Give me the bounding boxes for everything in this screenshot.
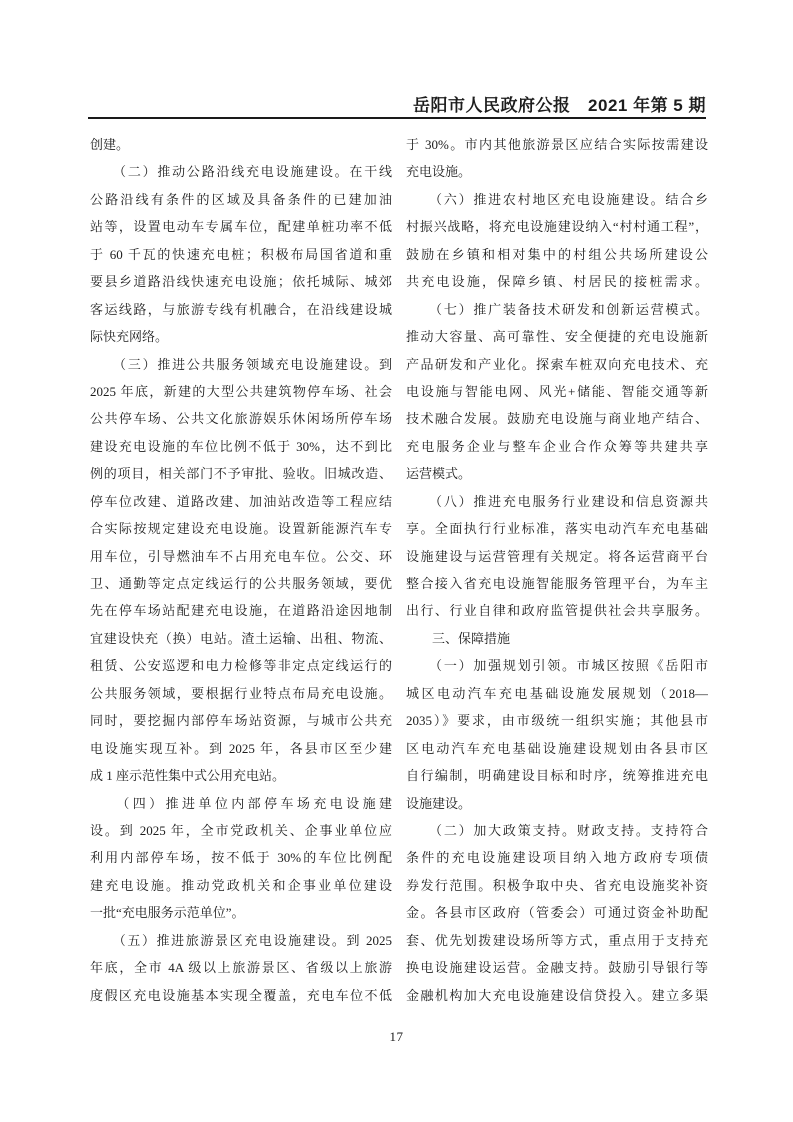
- text-line: 站等，设置电动车专属车位，配建单桩功率不低: [90, 219, 392, 235]
- text-line: 公共停车场、公共文化旅游娱乐休闲场所停车场: [90, 411, 392, 427]
- text-line: 建充电设施。推动党政机关和企事业单位建设: [90, 877, 392, 893]
- text-line: 一批“充电服务示范单位”。: [90, 905, 245, 921]
- text-line: 技术融合发展。鼓励充电设施与商业地产结合、: [406, 411, 708, 427]
- text-line: 充电服务企业与整车企业合作众筹等共建共享: [406, 438, 708, 454]
- text-line: 产品研发和产业化。探索车桩双向充电技术、充: [406, 356, 708, 372]
- text-line: 充电设施。: [406, 164, 472, 180]
- text-line: 例的项目，相关部门不予审批、验收。旧城改造、: [90, 466, 392, 482]
- text-line: 券发行范围。积极争取中央、省充电设施奖补资: [406, 877, 708, 893]
- text-line: 设施建设与运营管理有关规定。将各运营商平台: [406, 548, 708, 564]
- text-line: 建设充电设施的车位比例不低于 30%，达不到比: [90, 438, 392, 454]
- gazette-header-title: 岳阳市人民政府公报 2021 年第 5 期: [413, 96, 706, 115]
- text-line: 自行编制，明确建设目标和时序，统筹推进充电: [406, 768, 708, 784]
- text-line: 设施建设。: [406, 795, 472, 811]
- text-line: 年底，全市 4A 级以上旅游景区、省级以上旅游: [90, 960, 392, 976]
- text-line: 度假区充电设施基本实现全覆盖，充电车位不低: [90, 987, 392, 1003]
- text-line: 先在停车场站配建充电设施，在道路沿途因地制: [90, 603, 392, 619]
- body-columns: [90, 131, 708, 1009]
- text-line: 享。全面执行行业标准，落实电动汽车充电基础: [406, 521, 708, 537]
- text-line: 运营模式。: [406, 466, 472, 482]
- text-line: 套、优先划拨建设场所等方式，重点用于支持充: [406, 932, 708, 948]
- text-line: （六）推进农村地区充电设施建设。结合乡: [406, 191, 708, 207]
- text-line: 城区电动汽车充电基础设施发展规划（2018—: [406, 685, 708, 701]
- text-line: （三）推进公共服务领域充电设施建设。到: [90, 356, 392, 372]
- text-line: 2035）》要求，由市级统一组织实施；其他县市: [406, 713, 708, 729]
- text-line: 村振兴战略，将充电设施建设纳入“村村通工程”，: [406, 219, 708, 235]
- text-line: （七）推广装备技术研发和创新运营模式。: [406, 301, 708, 317]
- page-number: 17: [389, 1029, 404, 1044]
- text-line: 2025 年底，新建的大型公共建筑物停车场、社会: [90, 383, 392, 399]
- right-column: [406, 131, 708, 1009]
- text-line: 同时，要挖掘内部停车场站资源，与城市公共充: [90, 713, 392, 729]
- text-line: 于 60 千瓦的快速充电桩；积极布局国省道和重: [90, 246, 392, 262]
- text-line: 宜建设快充（换）电站。渣土运输、出租、物流、: [90, 630, 392, 646]
- text-line: 推动大容量、高可靠性、安全便捷的充电设施新: [406, 329, 708, 345]
- text-line: （一）加强规划引领。市城区按照《岳阳市: [406, 658, 708, 674]
- text-line: 区电动汽车充电基础设施建设规划由各县市区: [406, 740, 708, 756]
- text-line: 设。到 2025 年，全市党政机关、企事业单位应: [90, 822, 392, 838]
- text-line: 鼓励在乡镇和相对集中的村组公共场所建设公: [406, 246, 708, 262]
- text-line: 金融机构加大充电设施建设信贷投入。建立多渠: [406, 987, 708, 1003]
- text-line: 出行、行业自律和政府监管提供社会共享服务。: [406, 603, 708, 619]
- text-line: 客运线路，与旅游专线有机融合，在沿线建设城: [90, 301, 392, 317]
- text-line: （五）推进旅游景区充电设施建设。到 2025: [90, 932, 392, 948]
- text-line: （二）加大政策支持。财政支持。支持符合: [406, 822, 708, 838]
- text-line: 成 1 座示范性集中式公用充电站。: [90, 768, 286, 784]
- text-line: 三、保障措施: [406, 630, 511, 646]
- text-line: 共充电设施，保障乡镇、村居民的接桩需求。: [406, 274, 708, 290]
- text-line: 电设施实现互补。到 2025 年，各县市区至少建: [90, 740, 392, 756]
- text-line: 租赁、公安巡逻和电力检修等非定点定线运行的: [90, 658, 392, 674]
- text-line: 创建。: [90, 137, 130, 152]
- text-line: 于 30%。市内其他旅游景区应结合实际按需建设: [406, 137, 708, 152]
- text-line: 整合接入省充电设施智能服务管理平台，为车主: [406, 576, 708, 591]
- left-column: [90, 131, 392, 1009]
- text-line: 要县乡道路沿线快速充电设施；依托城际、城郊: [90, 274, 392, 290]
- text-line: 电设施与智能电网、风光+储能、智能交通等新: [406, 383, 708, 399]
- text-line: 合实际按规定建设充电设施。设置新能源汽车专: [90, 521, 392, 537]
- text-line: 停车位改建、道路改建、加油站改造等工程应结: [90, 493, 392, 509]
- text-line: 卫、通勤等定点定线运行的公共服务领域，要优: [90, 576, 392, 591]
- text-line: 金。各县市区政府（管委会）可通过资金补助配: [406, 905, 708, 921]
- text-line: 公共服务领域，要根据行业特点布局充电设施。: [90, 685, 392, 701]
- text-line: （八）推进充电服务行业建设和信息资源共: [406, 493, 708, 509]
- text-line: 利用内部停车场，按不低于 30%的车位比例配: [90, 850, 392, 866]
- text-line: 际快充网络。: [90, 329, 169, 345]
- text-line: 公路沿线有条件的区域及具备条件的已建加油: [90, 191, 392, 207]
- text-line: 条件的充电设施建设项目纳入地方政府专项债: [406, 850, 708, 866]
- text-line: 换电设施建设运营。金融支持。鼓励引导银行等: [406, 960, 708, 976]
- text-line: 用车位，引导燃油车不占用充电车位。公交、环: [90, 548, 392, 564]
- text-line: （四）推进单位内部停车场充电设施建: [90, 795, 392, 811]
- header-rule: [88, 117, 706, 119]
- text-line: （二）推动公路沿线充电设施建设。在干线: [90, 164, 392, 180]
